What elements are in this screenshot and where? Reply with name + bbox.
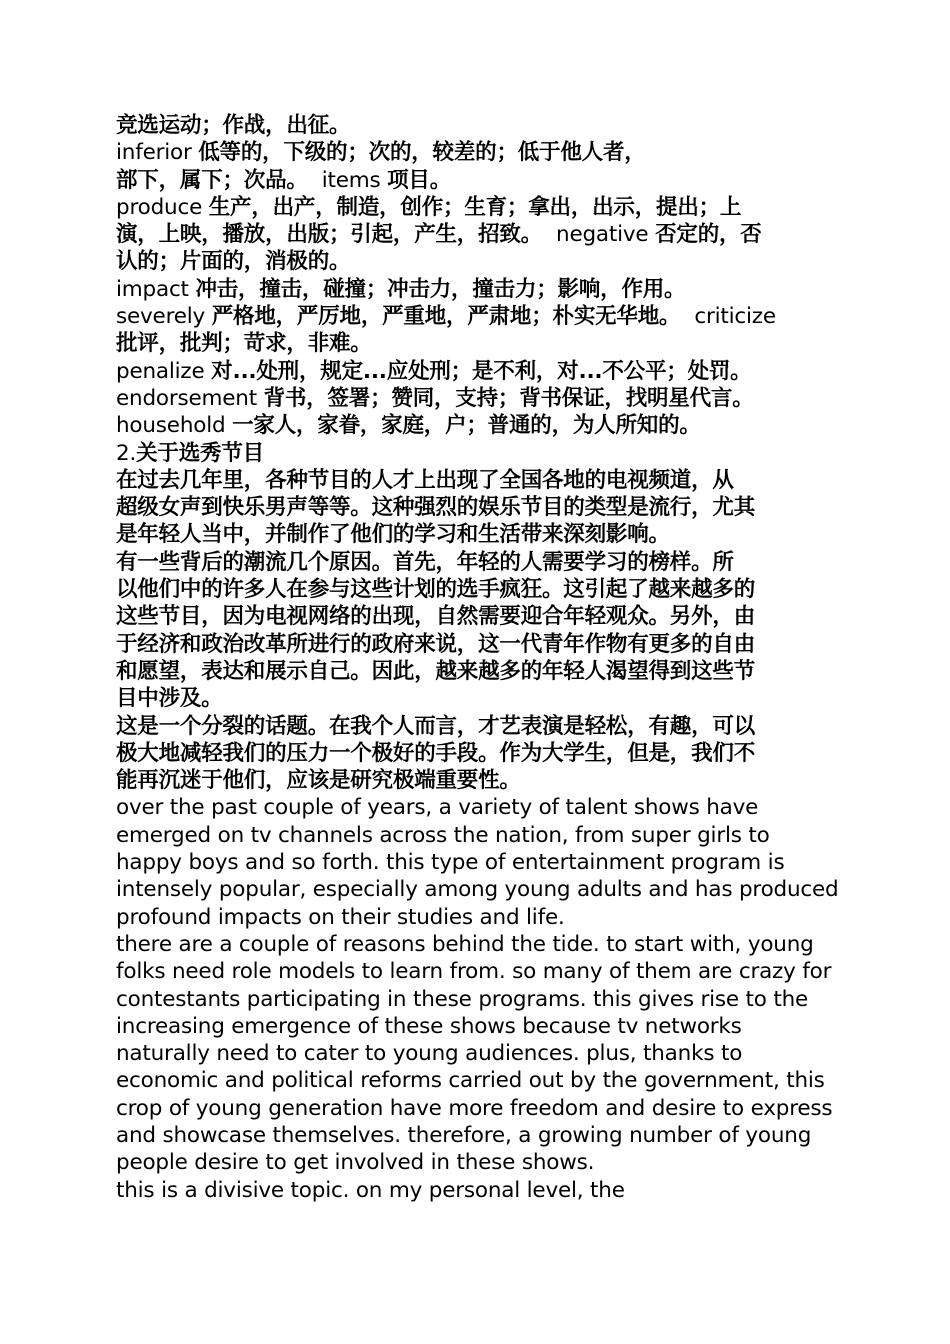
vocab-definition: 低等的，下级的；次的，较差的；低于他人者， — [198, 140, 646, 166]
chinese-essay — [116, 467, 836, 795]
section-number: 2. — [116, 440, 137, 466]
vocab-definition: 对...处刑，规定...应处刑；是不利，对...不公平；处罚。 — [211, 358, 752, 384]
vocab-term: items — [321, 167, 388, 193]
english-line: crop of young generation have more freedom and desire to express — [116, 1095, 833, 1121]
english-essay — [116, 794, 839, 1203]
chinese-line: 这些节目，因为电视网络的出现，自然需要迎合年轻观众。另外，由 — [116, 604, 756, 630]
english-line: people desire to get involved in these shows. — [116, 1150, 595, 1176]
vocab-term: criticize — [694, 304, 776, 330]
vocab-term: penalize — [116, 358, 212, 384]
vocab-line — [116, 194, 836, 221]
english-line: and showcase themselves. therefore, a growing number of young — [116, 1122, 812, 1148]
vocab-line — [116, 112, 836, 139]
vocab-definition: 认的；片面的，消极的。 — [116, 249, 351, 275]
vocab-line — [116, 385, 836, 412]
vocab-definition: 否定的，否 — [655, 222, 762, 248]
vocab-definition: 冲击，撞击，碰撞；冲击力，撞击力；影响，作用。 — [195, 276, 686, 302]
chinese-line: 超级女声到快乐男声等等。这种强烈的娱乐节目的类型是流行，尤其 — [116, 495, 756, 521]
chinese-line: 有一些背后的潮流几个原因。首先，年轻的人需要学习的榜样。所 — [116, 549, 734, 575]
english-line: emerged on tv channels across the nation, from super girls to — [116, 822, 770, 848]
section-heading — [116, 440, 836, 467]
english-line: this is a divisive topic. on my personal level, the — [116, 1177, 625, 1203]
english-line: profound impacts on their studies and life. — [116, 904, 565, 930]
vocab-term: inferior — [116, 140, 199, 166]
english-line: contestants participating in these programs. this gives rise to the — [116, 986, 809, 1012]
chinese-line: 于经济和政治改革所进行的政府来说，这一代青年作物有更多的自由 — [116, 631, 756, 657]
vocab-definition: 一家人，家眷，家庭，户；普通的，为人所知的。 — [232, 413, 701, 439]
vocab-line — [116, 248, 836, 275]
vocab-line — [116, 167, 836, 194]
english-line: over the past couple of years, a variety of talent shows have — [116, 795, 759, 821]
section-title: 关于选秀节目 — [136, 440, 264, 466]
chinese-line: 目中涉及。 — [116, 686, 223, 712]
vocab-definition: 严格地，严厉地，严重地，严肃地；朴实无华地。 — [211, 304, 681, 330]
vocab-line — [116, 412, 836, 439]
vocab-definition: 项目。 — [387, 167, 452, 193]
vocab-line — [116, 358, 836, 385]
vocab-line — [116, 330, 836, 357]
vocab-term: household — [116, 413, 233, 439]
chinese-line: 和愿望，表达和展示自己。因此，越来越多的年轻人渴望得到这些节 — [116, 658, 756, 684]
english-line: economic and political reforms carried out by the government, this — [116, 1068, 825, 1094]
vocab-line — [116, 276, 836, 303]
chinese-line: 是年轻人当中，并制作了他们的学习和生活带来深刻影响。 — [116, 522, 670, 548]
english-line: happy boys and so forth. this type of entertainment program is — [116, 850, 785, 876]
vocab-term: negative — [556, 222, 656, 248]
vocab-definition: 背书，签署；赞同，支持；背书保证，找明星代言。 — [263, 385, 754, 411]
vocab-definition: 演，上映，播放，出版；引起，产生，招致。 — [116, 222, 543, 248]
vocab-line — [116, 221, 836, 248]
chinese-line: 能再沉迷于他们，应该是研究极端重要性。 — [116, 768, 521, 794]
chinese-line: 极大地减轻我们的压力一个极好的手段。作为大学生，但是，我们不 — [116, 740, 756, 766]
english-line: intensely popular, especially among young adults and has produced — [116, 877, 839, 903]
english-line: there are a couple of reasons behind the tide. to start with, young — [116, 931, 814, 957]
english-line: increasing emergence of these shows because tv networks — [116, 1013, 742, 1039]
chinese-line: 在过去几年里，各种节目的人才上出现了全国各地的电视频道，从 — [116, 467, 734, 493]
vocab-definition: 竞选运动；作战，出征。 — [116, 113, 351, 138]
vocab-term: severely — [116, 304, 212, 330]
english-line: naturally need to cater to young audiences. plus, thanks to — [116, 1041, 743, 1067]
vocab-definition: 生产，出产，制造，创作；生育；拿出，出示，提出；上 — [208, 194, 742, 220]
document-page — [116, 112, 839, 1204]
vocab-term: produce — [116, 194, 209, 220]
english-line: folks need role models to learn from. so many of them are crazy for — [116, 959, 832, 985]
chinese-line: 这是一个分裂的话题。在我个人而言，才艺表演是轻松，有趣，可以 — [116, 713, 756, 739]
chinese-line: 以他们中的许多人在参与这些计划的选手疯狂。这引起了越来越多的 — [116, 577, 756, 603]
vocab-term: endorsement — [116, 385, 264, 411]
vocab-line — [116, 139, 836, 166]
vocab-line — [116, 303, 836, 330]
vocab-term: impact — [116, 276, 196, 302]
vocab-definition: 部下，属下；次品。 — [116, 167, 308, 193]
vocab-definition: 批评，批判；苛求，非难。 — [116, 331, 372, 357]
